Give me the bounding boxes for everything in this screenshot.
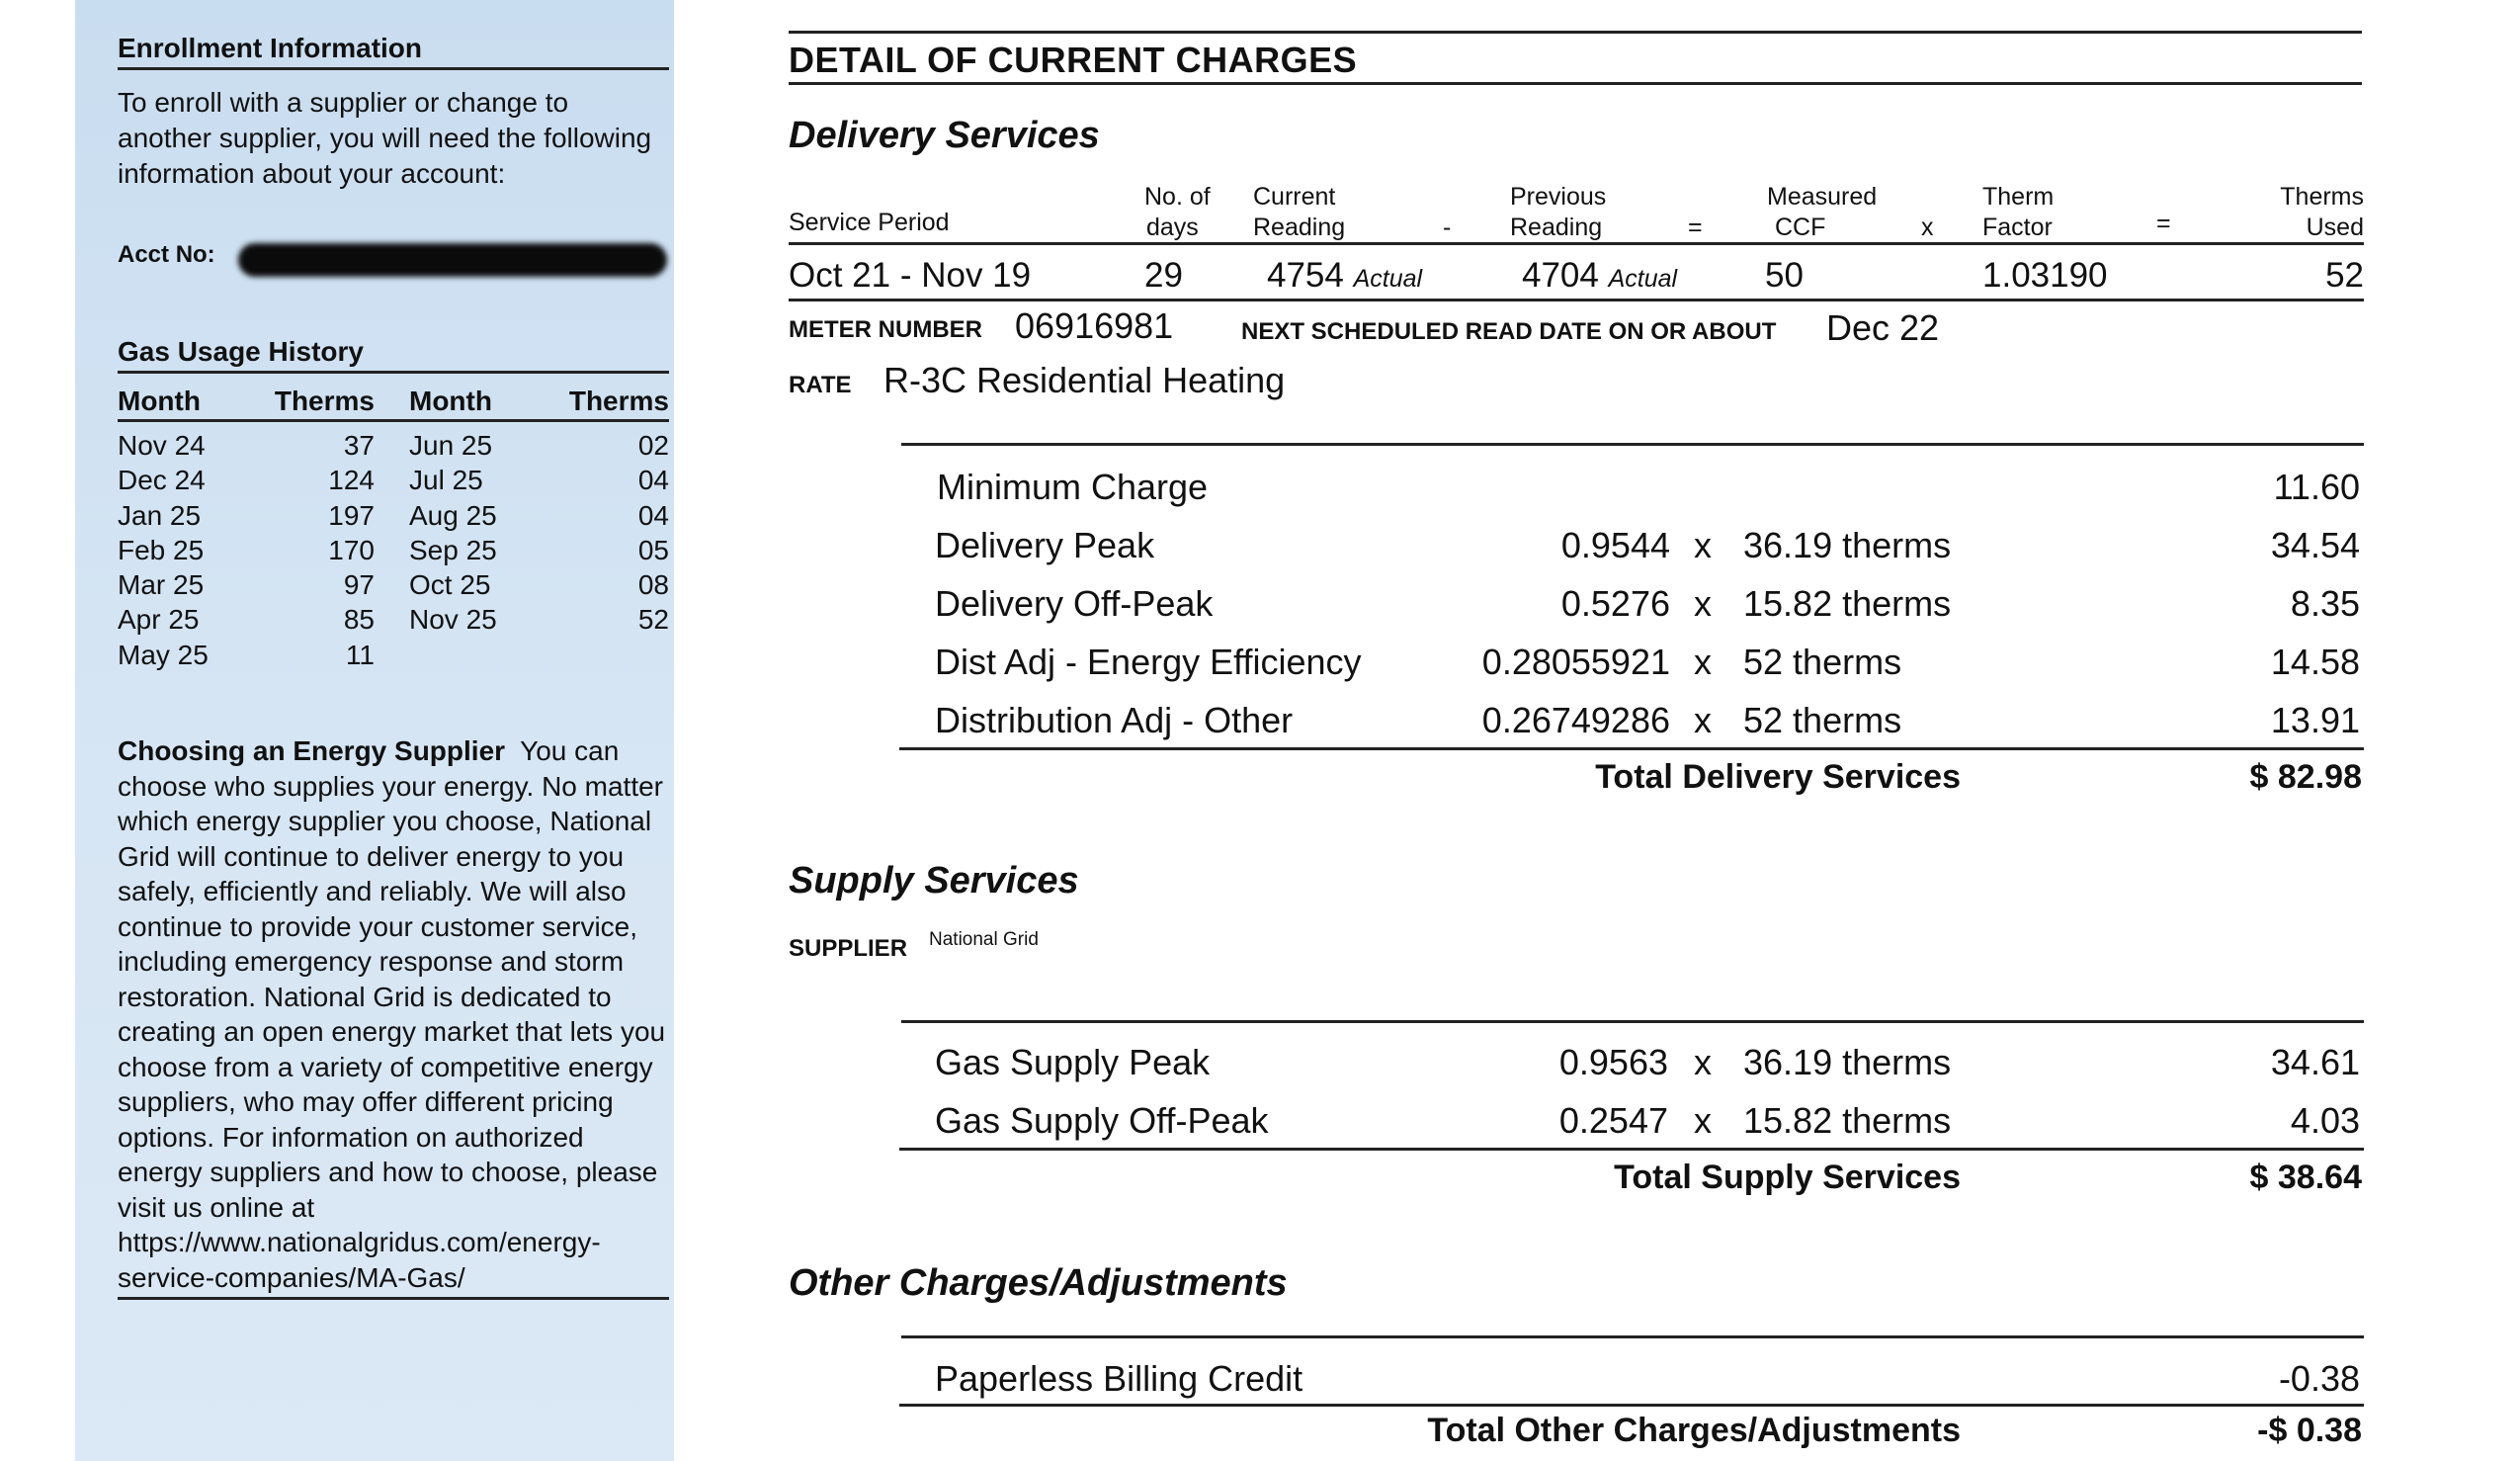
usage-row [118, 498, 669, 533]
charge-rate: 0.26749286 [1481, 700, 1670, 740]
supplier-name: National Grid [929, 929, 1039, 950]
supplier-label: SUPPLIER [789, 935, 908, 962]
usage-cell: 37 [343, 430, 375, 461]
previous-reading-value: 4704 Actual [1522, 256, 1678, 295]
col-service-period: Service Period [789, 209, 950, 236]
usage-cell: 08 [637, 569, 669, 601]
usage-cell: 97 [343, 569, 375, 601]
divider [901, 1335, 2364, 1338]
choose-body: You can choose who supplies your energy. No matter which energy supplier you choose, National Grid will continue to deliver energy to you safely, efficiently and reliably. We will also continue to provide your customer service, including emergency response and storm restoration. National Grid is dedicated to creating an open energy market that lets you choose from a variety of competitive energy suppliers, who may offer different pricing options. For information on authorized energy suppliers and how to choose, please visit us online at https://www.nationalgridus.com/energy-service-companies/MA-Gas/ [118, 735, 666, 1293]
rate-label: RATE [789, 372, 852, 398]
usage-row [118, 463, 669, 497]
col-minus: - [1443, 214, 1452, 241]
usage-cell: 197 [328, 499, 375, 531]
other-charges-title: Other Charges/Adjustments [789, 1262, 1288, 1304]
usage-row [118, 567, 669, 602]
other-total-label: Total Other Charges/Adjustments [1427, 1412, 1961, 1449]
charge-desc: Minimum Charge [937, 467, 1209, 507]
usage-history-table [118, 384, 669, 672]
usage-row [118, 533, 669, 567]
supply-desc: Gas Supply Off-Peak [935, 1100, 1269, 1141]
charge-amount: 13.91 [2270, 700, 2360, 740]
days-value: 29 [1144, 256, 1183, 295]
supply-total-label: Total Supply Services [1614, 1159, 1961, 1196]
charge-qty: 15.82 therms [1743, 583, 1952, 624]
supply-qty: 15.82 therms [1743, 1100, 1952, 1141]
charge-qty: 52 therms [1743, 700, 1902, 740]
rate-value: R-3C Residential Heating [883, 360, 1286, 400]
col-times: x [1921, 214, 1934, 241]
divider [789, 82, 2362, 85]
usage-cell [375, 638, 533, 672]
usage-cell: Feb 25 [118, 534, 205, 565]
other-amount: -0.38 [2278, 1358, 2360, 1399]
col-current-reading: Current Reading [1253, 183, 1346, 241]
next-read-label: NEXT SCHEDULED READ DATE ON OR ABOUT [1241, 318, 1777, 345]
supply-total-amount: $ 38.64 [2249, 1159, 2362, 1196]
charge-amount: 11.60 [2273, 467, 2360, 507]
usage-cell: 124 [328, 465, 375, 496]
usage-cell: 85 [343, 604, 375, 636]
supply-qty: 36.19 therms [1743, 1042, 1952, 1082]
meter-number-label: METER NUMBER [789, 316, 982, 343]
detail-title: DETAIL OF CURRENT CHARGES [789, 40, 1358, 80]
delivery-services-title: Delivery Services [789, 115, 1100, 156]
therms-used-value: 52 [2325, 256, 2364, 295]
divider [899, 1404, 2364, 1407]
usage-cell [533, 638, 669, 672]
usage-row [118, 602, 669, 637]
acct-label: Acct No: [118, 241, 215, 268]
col-equals: = [1688, 214, 1703, 241]
usage-cell: 02 [637, 430, 669, 461]
acct-number-redacted [238, 243, 667, 277]
charge-amount: 14.58 [2270, 642, 2360, 682]
usage-cell: Apr 25 [118, 604, 200, 636]
usage-header-month: Month [118, 386, 201, 416]
usage-cell: Dec 24 [118, 465, 206, 496]
supply-times: x [1694, 1042, 1712, 1082]
charge-times: x [1694, 642, 1712, 682]
charge-desc: Delivery Peak [935, 525, 1155, 565]
delivery-total-amount: $ 82.98 [2249, 758, 2362, 796]
enrollment-sidebar [75, 0, 674, 1461]
supply-rate: 0.2547 [1558, 1100, 1668, 1141]
col-no-days: No. of days [1144, 183, 1211, 241]
supply-rate: 0.9563 [1558, 1042, 1668, 1082]
charge-qty: 36.19 therms [1743, 525, 1952, 565]
charge-rate: 0.5276 [1560, 583, 1670, 624]
supply-times: x [1694, 1100, 1712, 1141]
col-equals: = [2156, 210, 2171, 237]
usage-row [118, 638, 669, 672]
meter-number-value: 06916981 [1015, 305, 1174, 346]
usage-cell: 11 [345, 639, 375, 670]
charge-desc: Dist Adj - Energy Efficiency [935, 642, 1362, 682]
supply-desc: Gas Supply Peak [935, 1042, 1211, 1082]
charge-times: x [1694, 700, 1712, 740]
usage-cell: Oct 25 [409, 569, 491, 601]
charge-rate: 0.28055921 [1481, 642, 1670, 682]
charge-desc: Delivery Off-Peak [935, 583, 1214, 624]
divider [789, 242, 2364, 245]
supply-amount: 4.03 [2290, 1100, 2360, 1141]
service-period-value: Oct 21 - Nov 19 [789, 256, 1032, 295]
usage-header-therms: Therms [568, 386, 669, 416]
usage-cell: Aug 25 [409, 499, 497, 531]
usage-cell: Nov 24 [118, 430, 206, 461]
delivery-total-label: Total Delivery Services [1595, 758, 1961, 796]
usage-cell: Jan 25 [118, 499, 202, 531]
other-desc: Paperless Billing Credit [935, 1358, 1303, 1399]
divider [789, 31, 2362, 34]
usage-cell: 170 [328, 534, 375, 565]
divider [899, 1148, 2364, 1151]
divider [901, 1020, 2364, 1023]
charge-qty: 52 therms [1743, 642, 1902, 682]
choosing-supplier-text [118, 733, 669, 1300]
usage-title: Gas Usage History [118, 336, 669, 374]
enrollment-text: To enroll with a supplier or change to another supplier, you will need the following information about your account: [118, 87, 652, 189]
charge-times: x [1694, 525, 1712, 565]
other-total-amount: -$ 0.38 [2257, 1412, 2362, 1449]
col-therm-factor: Therm Factor [1982, 183, 2055, 241]
charge-rate: 0.9544 [1560, 525, 1670, 565]
divider [901, 443, 2364, 446]
usage-header-row [118, 384, 669, 422]
usage-cell: Sep 25 [409, 534, 497, 565]
usage-cell: 05 [637, 534, 669, 565]
therm-factor-value: 1.03190 [1982, 256, 2108, 295]
usage-row [118, 428, 669, 463]
usage-cell: Jul 25 [409, 465, 483, 496]
supply-amount: 34.61 [2270, 1042, 2360, 1082]
divider [789, 299, 2364, 301]
usage-cell: Nov 25 [409, 604, 497, 636]
charge-desc: Distribution Adj - Other [935, 700, 1294, 740]
next-read-date: Dec 22 [1826, 307, 1940, 348]
divider [899, 747, 2364, 750]
charge-amount: 8.35 [2290, 583, 2360, 624]
usage-cell: 52 [637, 604, 669, 636]
usage-cell: 04 [637, 465, 669, 496]
ccf-value: 50 [1765, 256, 1804, 295]
usage-cell: Jun 25 [409, 430, 493, 461]
charge-times: x [1694, 583, 1712, 624]
usage-cell: May 25 [118, 639, 209, 670]
col-previous-reading: Previous Reading [1510, 183, 1607, 241]
enrollment-title: Enrollment Information [118, 33, 669, 70]
usage-cell: Mar 25 [118, 569, 205, 601]
col-therms-used: Therms Used [2280, 183, 2364, 241]
usage-header-therms: Therms [274, 386, 375, 416]
col-measured-ccf: Measured CCF [1767, 183, 1878, 241]
charge-amount: 34.54 [2270, 525, 2360, 565]
current-reading-value: 4754 Actual [1267, 256, 1423, 295]
usage-cell: 04 [637, 499, 669, 531]
usage-header-month: Month [409, 386, 492, 416]
supply-services-title: Supply Services [789, 860, 1079, 902]
choose-title: Choosing an Energy Supplier [118, 735, 506, 766]
